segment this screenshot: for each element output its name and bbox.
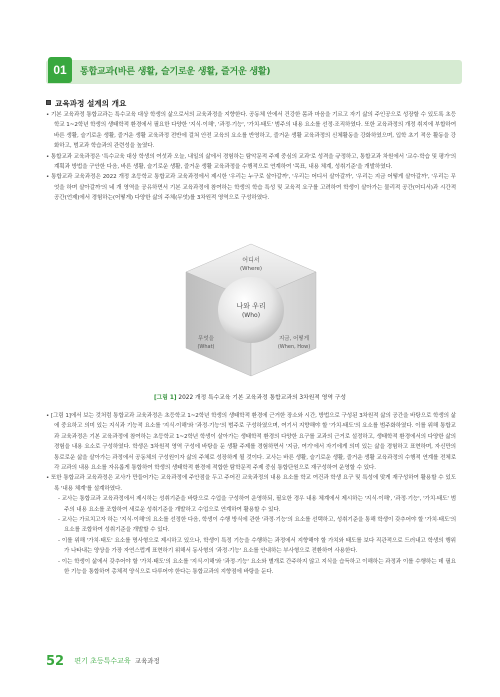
center-sphere bbox=[218, 277, 284, 343]
paragraph: • 또한 통합교과 교육과정은 교사가 만들어가는 교육과정에 주안점을 두고 주어진 교육과정의 내용 요소를 학교 여건과 학생 요구 및 특성에 맞게 재구성하여 활용할 수 있도록 '내용 체계'를 설계하였다. bbox=[46, 475, 456, 492]
intro-paragraphs bbox=[46, 110, 456, 204]
page-footer bbox=[46, 654, 160, 669]
figure-caption bbox=[0, 392, 500, 401]
body-paragraphs bbox=[46, 411, 456, 578]
paragraph: - 교사는 통합교과 교육과정에서 제시하는 성취기준을 바탕으로 수업을 구성하여 운영하되, 필요한 경우 내용 체계에서 제시하는 '지식·이해', '과정·기능', '가치·태도' 범주의 내용 요소를 조합하여 새로운 성취기준을 개발하고 수업으로 연계하여 활용할 수 있다. bbox=[58, 496, 456, 513]
section-title: 교육과정 설계의 개요 bbox=[55, 99, 127, 108]
paragraph: • 통합교과 교육과정은 2022 개정 초등학교 통합교과 교육과정에서 제시한 '우리는 누구로 살아갈까', '우리는 어디서 살아갈까', '우리는 지금 어떻게 살아갈까', '우리는 무엇을 하며 살아갈까'의 네 개 영역을 공유하면서 기본 교육과정에 참여하는 학생의 학습 특성 및 교육적 요구를 고려하여 학생이 살아가는 물리적 공간(어디서)과 시간적 공간(언제)에서 경험하는(어떻게) 다양한 삶의 주체(무엇)를 3차원적 영역으로 구성하였다. bbox=[46, 174, 456, 202]
paragraph: - 교사는 가르치고자 하는 '지식·이해'의 요소를 선정한 다음, 학생이 수행 방식에 관한 '과정·기능'의 요소를 선택하고, 성취기준을 통해 학생이 갖추어야 할 '가치·태도'의 요소를 조합하여 성취기준을 개발할 수 있다. bbox=[58, 517, 456, 534]
label-center-en: (Who) bbox=[241, 312, 261, 319]
label-top: 어디서 bbox=[242, 257, 260, 264]
figure-number: [그림 1] bbox=[154, 395, 177, 401]
three-dimension-cube-diagram bbox=[176, 240, 326, 380]
paragraph: • 기본 교육과정 통합교과는 특수교육 대상 학생의 삶으로서의 교육과정을 지향한다. 공동체 안에서 건강한 몸과 마음을 기르고 자기 삶의 주인공으로 성장할 수 있도록 초등학교 1~2학년 학생의 생태학적 환경에서 필요한 다양한 '지식·이해', '과정·기능', '가치·태도' 범주의 내용 요소를 선정·조직하였다. 또한 교육과정의 개정 취지에 부합하여 바른 생활, 슬기로운 생활, 즐거운 생활 교육과정 전반에 걸쳐 안전 교육의 요소를 반영하고, 즐거운 생활 교육과정의 신체활동을 강화하였으며, 입학 초기 적응 활동을 강화하고, 범교과 학습과의 관련성을 높였다. bbox=[46, 112, 456, 150]
figure-caption-text: 2022 개정 특수교육 기본 교육과정 통합교과의 3차원적 영역 구성 bbox=[178, 395, 346, 401]
section-heading bbox=[46, 98, 126, 109]
chapter-title: 통합교과(바른 생활, 슬기로운 생활, 즐거운 생활) bbox=[80, 67, 271, 77]
label-right-en: (When, How) bbox=[277, 344, 311, 350]
book-series: 편기 초등특수교육 bbox=[74, 657, 131, 665]
paragraph: • 통합교과 교육과정은 '특수교육 대상 학생의 여섯과 오늘, 내일의 삶에서 경험하는 탐악문적 주제 중심의 교과'로 성격을 규정하고, 통합교과 차원에서 '교수·학습 및 평가'의 계획과 방법을 구안한 다음, 바른 생활, 슬기로운 생활, 즐거운 생활 교육과정을 수행적으로 연계하여 '목표, 내용 체계, 성취기준'을 개발하였다. bbox=[46, 153, 456, 171]
paragraph: • [그림 1]에서 보는 것처럼 통합교과 교육과정은 초등학교 1~2학년 학생의 생태학적 환경에 근거한 장소와 시간, 방법으로 구성된 3차원적 삶의 공간을 바탕으로 학생의 삶에 중요하고 의미 있는 지식과 기능적 요소를 '지식·이해'와 '과정·기능'의 범주로 구성하였으며, 여기서 지향해야 할 '가치·태도'의 요소를 범주화하였다. 이를 위해 통합교과 교육과정은 기본 교육과정에 참여하는 초등학교 1~2학년 학생이 살아가는 생태학적 환경의 다양한 요구를 교과의 근거로 설정하고, 생태학적 환경에서의 다양한 삶의 경험을 내용 요소로 구성하였다. 학생은 3차원적 영역 구성에 바탕을 둔 생활 주제를 경험하면서 '지금, 여기'에서 자기에게 의미 있는 삶을 경험하고 표현하며, 자신만의 통로로운 삶을 살아가는 과정에서 공동체의 구성원이자 삶의 주체로 성장하게 될 것이다. 교사는 바른 생활, 슬기로운 생활, 즐거운 생활 교육과정의 수행적 연계를 전체로 각 교과의 내용 요소를 자유롭게 통합하여 학생의 생태학적 환경에 적합한 탐학문적 주제 중심 통합단원으로 재구성하여 운영할 수 있다. bbox=[46, 413, 456, 472]
label-left: 무엇을 bbox=[198, 336, 214, 342]
paragraph: - 이는 학생이 삶에서 갖추어야 할 '가치·태도'의 요소를 '지식·이해'와 '과정·기능' 요소와 별개로 간주하지 않고 지식을 습득하고 이해하는 과정과 이를 수행하는 데 필요한 기능을 통합하여 총체적 양식으로 다루어야 한다는 통합교과의 지향점에 바탕을 둔다. bbox=[58, 558, 456, 576]
label-center: 나와 우리 bbox=[236, 302, 266, 310]
label-left-en: (What) bbox=[197, 344, 215, 350]
paragraph: - 이를 위해 '가치·태도' 요소를 명사형으로 제시하고 있으나, 학생이 특정 기능을 수행하는 과정에서 지향해야 할 가치와 태도를 보다 직관적으로 드러내고 학생의 행위가 나타내는 양상을 가장 자연스럽게 표현하기 위해서 동사형의 '과정·기능' 요소를 안내하는 부사형으로 전환하여 사용한다. bbox=[58, 537, 456, 555]
label-top-en: (Where) bbox=[239, 266, 263, 272]
page-number: 52 bbox=[46, 654, 65, 669]
square-bullet-icon bbox=[46, 100, 51, 105]
chapter-number-badge: 01 bbox=[48, 57, 72, 83]
label-right: 지금, 어떻게 bbox=[278, 336, 310, 342]
book-title: 교육과정 bbox=[134, 657, 160, 665]
